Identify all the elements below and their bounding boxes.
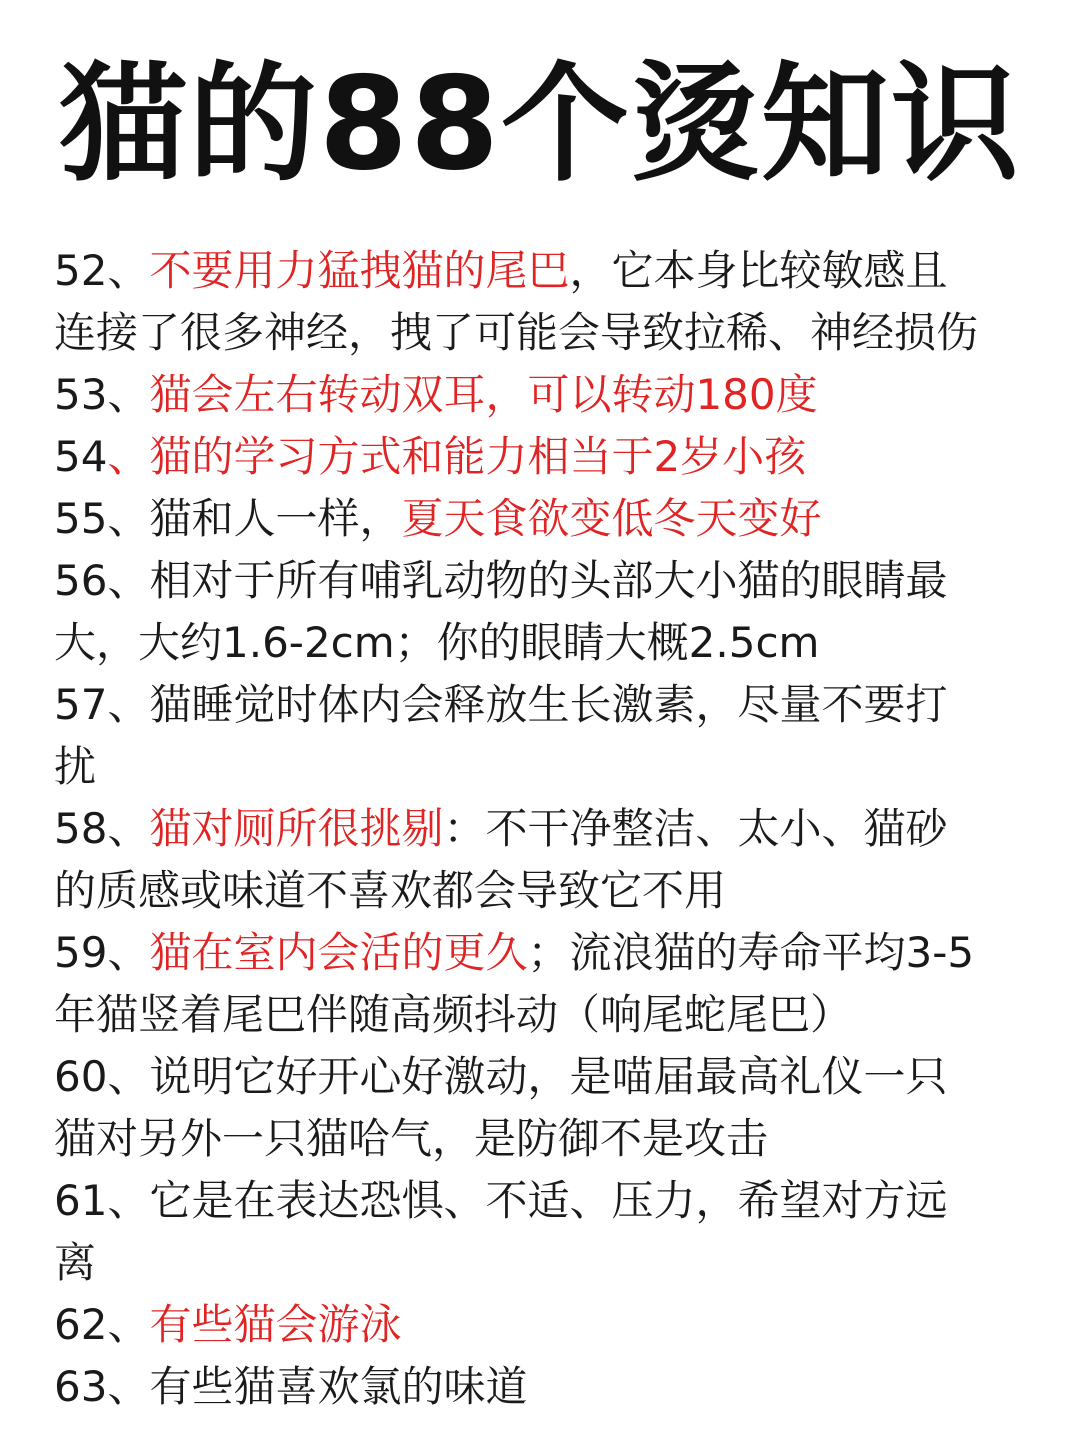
fact-line xyxy=(54,674,1044,736)
body-text: 离 xyxy=(54,1238,97,1287)
body-text: ：不干净整洁、太小、猫砂 xyxy=(443,804,948,853)
body-text: 大，大约1.6-2cm；你的眼睛大概2.5cm xyxy=(54,618,820,667)
body-text: 63、有些猫喜欢氯的味道 xyxy=(54,1362,528,1411)
fact-line xyxy=(54,736,1044,798)
fact-line xyxy=(54,1170,1044,1232)
fact-line xyxy=(54,984,1044,1046)
fact-line xyxy=(54,488,1044,550)
fact-line xyxy=(54,798,1044,860)
fact-line xyxy=(54,1294,1044,1356)
body-text: 59、 xyxy=(54,928,150,977)
body-text: 58、 xyxy=(54,804,150,853)
fact-line xyxy=(54,1232,1044,1294)
highlight-text: 有些猫会游泳 xyxy=(149,1300,402,1349)
body-text: 60、说明它好开心好激动，是喵届最高礼仪一只 xyxy=(54,1052,948,1101)
highlight-text: 猫对厕所很挑剔 xyxy=(149,804,444,853)
fact-line xyxy=(54,922,1044,984)
highlight-text: 猫会左右转动双耳，可以转动180度 xyxy=(149,370,818,419)
body-text: 57、猫睡觉时体内会释放生长激素，尽量不要打 xyxy=(54,680,948,729)
body-text: 62、 xyxy=(54,1300,150,1349)
highlight-text: 猫在室内会活的更久 xyxy=(149,928,528,977)
body-text: ；流浪猫的寿命平均3-5 xyxy=(527,928,975,977)
body-text: 61、它是在表达恐惧、不适、压力，希望对方远 xyxy=(54,1176,948,1225)
fact-line xyxy=(54,364,1044,426)
fact-line xyxy=(54,1108,1044,1170)
fact-line xyxy=(54,426,1044,488)
fact-list xyxy=(54,240,1044,1418)
highlight-text: 不要用力猛拽猫的尾巴 xyxy=(149,246,570,295)
highlight-text: 夏天食欲变低冬天变好 xyxy=(401,494,822,543)
body-text: 猫对另外一只猫哈气，是防御不是攻击 xyxy=(54,1114,769,1163)
fact-line xyxy=(54,240,1044,302)
body-text: ，它本身比较敏感且 xyxy=(569,246,948,295)
body-text: 56、相对于所有哺乳动物的头部大小猫的眼睛最 xyxy=(54,556,948,605)
body-text: 扰 xyxy=(54,742,97,791)
body-text: 的质感或味道不喜欢都会导致它不用 xyxy=(54,866,727,915)
body-text: 年猫竖着尾巴伴随高频抖动（响尾蛇尾巴） xyxy=(54,990,853,1039)
fact-line xyxy=(54,1046,1044,1108)
fact-line xyxy=(54,1356,1044,1418)
body-text: 52、 xyxy=(54,246,150,295)
page-title: 猫的88个烫知识 xyxy=(58,50,1022,199)
body-text: 55、猫和人一样， xyxy=(54,494,402,543)
highlight-text: 、猫的学习方式和能力相当于2岁小孩 xyxy=(107,432,807,481)
fact-line xyxy=(54,612,1044,674)
fact-line xyxy=(54,302,1044,364)
fact-line xyxy=(54,860,1044,922)
fact-line xyxy=(54,550,1044,612)
body-text: 54 xyxy=(54,432,108,481)
body-text: 连接了很多神经，拽了可能会导致拉稀、神经损伤 xyxy=(54,308,979,357)
body-text: 53、 xyxy=(54,370,150,419)
